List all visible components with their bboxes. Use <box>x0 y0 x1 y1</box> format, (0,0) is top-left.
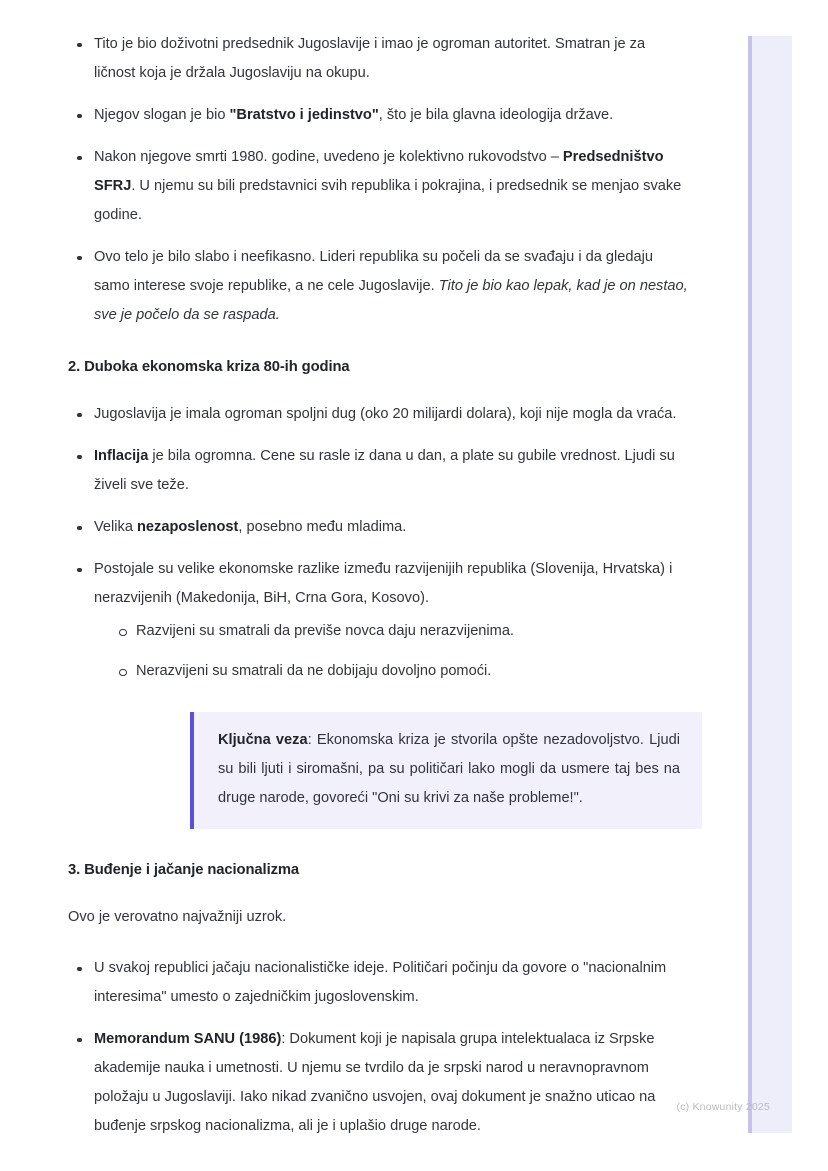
list-item <box>68 513 688 542</box>
list-item <box>68 555 688 686</box>
list-item <box>68 442 688 500</box>
text-run: Tito je bio doživotni predsednik Jugoslavije i imao je ogroman autoritet. Smatran je za ličnost koja je držala Jugoslaviju na okupu. <box>94 36 646 81</box>
list-item <box>68 30 688 88</box>
text-run: , posebno među mladima. <box>238 519 407 535</box>
right-decorative-strip <box>748 36 792 1133</box>
text-run: Razvijeni su smatrali da previše novca daju nerazvijenima. <box>136 623 514 639</box>
text-run: Jugoslavija je imala ogroman spoljni dug (oko 20 milijardi dolara), koji nije mogla da vraća. <box>94 406 677 422</box>
text-run: je bila ogromna. Cene su rasle iz dana u dan, a plate su gubile vrednost. Ljudi su živeli sve teže. <box>94 448 675 493</box>
bold-run: Ključna veza <box>218 732 308 748</box>
list-item <box>68 101 688 130</box>
text-run: U svakoj republici jačaju nacionalističke ideje. Političari počinju da govore o "nacionalnim interesima" umesto o zajedničkim jugoslovenskim. <box>94 960 667 1005</box>
italic-run: Tito je bio kao lepak, kad je on nestao, sve je počelo da se raspada. <box>94 278 688 323</box>
text-run: , što je bila glavna ideologija države. <box>378 107 614 123</box>
callout-text <box>218 726 680 813</box>
footer-watermark: (c) Knowunity 2025 <box>676 1101 770 1113</box>
sub-list-item <box>110 657 688 686</box>
text-run: Nerazvijeni su smatrali da ne dobijaju dovoljno pomoći. <box>136 663 492 679</box>
bold-run: "Bratstvo i jedinstvo" <box>229 107 379 123</box>
text-run: : Dokument koji je napisala grupa intelektualaca iz Srpske akademije nauka i umetnosti. U njemu se tvrdilo da je srpski narod u neravnopravnom položaju u Jugoslaviji. Iako nikad zvanično usvojen, ovaj dokument je snažno uticao na buđenje srpskog nacionalizma, ali je i uplašio druge narode. <box>94 1031 656 1134</box>
sub-bullet-list <box>110 617 688 686</box>
section-heading: 2. Duboka ekonomska kriza 80-ih godina <box>68 359 350 375</box>
bullet-list <box>68 30 688 330</box>
bold-run: Predsedništvo SFRJ <box>94 149 664 194</box>
nested-list-wrapper <box>110 617 688 686</box>
section-heading: 3. Buđenje i jačanje nacionalizma <box>68 862 300 878</box>
list-item <box>68 1025 688 1141</box>
bold-run: Inflacija <box>94 448 149 464</box>
list-item <box>68 954 688 1012</box>
list-item <box>68 243 688 330</box>
text-run: Postojale su velike ekonomske razlike između razvijenijih republika (Slovenija, Hrvatska) i nerazvijenih (Makedonija, BiH, Crna Gora, Kosovo). <box>94 561 673 606</box>
text-run: Njegov slogan je bio <box>94 107 230 123</box>
text-run: Ovo telo je bilo slabo i neefikasno. Lideri republika su počeli da se svađaju i da gledaju samo interese svoje republike, a ne cele Jugoslavije. <box>94 249 653 294</box>
text-run: Velika <box>94 519 137 535</box>
text-run: . U njemu su bili predstavnici svih republika i pokrajina, i predsednik se menjao svake godine. <box>94 178 682 223</box>
bullet-list <box>68 400 688 686</box>
bold-run: nezaposlenost <box>137 519 239 535</box>
bold-run: Memorandum SANU (1986) <box>94 1031 282 1047</box>
list-item <box>68 400 688 429</box>
strip-accent-bar <box>748 36 752 1133</box>
paragraph <box>68 903 688 932</box>
callout-box <box>190 712 702 829</box>
sub-list-item <box>110 617 688 646</box>
text-run: Ovo je verovatno najvažniji uzrok. <box>68 909 287 925</box>
list-item <box>68 143 688 230</box>
text-run: Nakon njegove smrti 1980. godine, uvedeno je kolektivno rukovodstvo – <box>94 149 563 165</box>
document-content <box>68 30 688 1141</box>
text-run: : Ekonomska kriza je stvorila opšte nezadovoljstvo. Ljudi su bili ljuti i siromašni, pa su političari lako mogli da usmere taj bes na druge narode, govoreći "Oni su krivi za naše probleme!". <box>218 732 680 806</box>
